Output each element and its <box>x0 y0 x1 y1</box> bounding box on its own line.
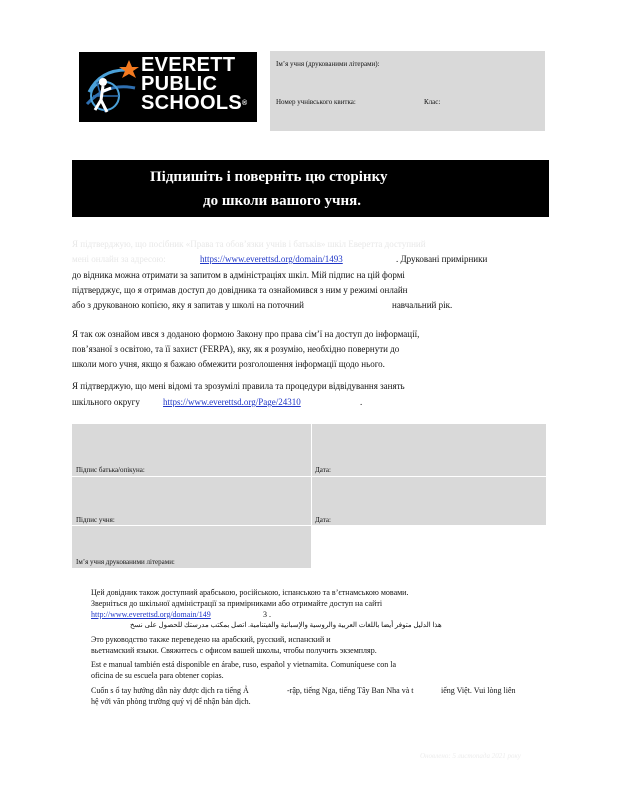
para2-line1: Я так ож ознайом ився з доданою формою Закону про права сім’ї на доступ до інформації, <box>72 329 420 339</box>
para1-line3: до відника можна отримати за запитом в адміністраціях шкіл. Мій підпис на цій формі <box>72 270 405 280</box>
student-info-box <box>270 51 545 131</box>
student-date-field[interactable]: Дата: <box>315 516 331 524</box>
title-banner <box>72 160 549 217</box>
uk-link[interactable]: http://www.everettsd.org/domain/149 <box>91 610 211 619</box>
note-vi-line1c: iếng Việt. Vui lòng liên <box>441 686 516 695</box>
note-es-line2: oficina de su escuela para obtener copias. <box>91 671 224 680</box>
student-number-label: Номер учнівського квитка: <box>276 98 356 106</box>
para2-line3: школи мого учня, якщо я бажаю обмежити розголошення інформації щодо нього. <box>72 359 385 369</box>
note-vi-line1a: Cuốn s ổ tay hướng dẫn này được dịch ra tiếng Ả <box>91 686 249 695</box>
uk-link-tail: 3 . <box>263 610 271 619</box>
para1-line4: підтверджує, що я отримав доступ до довідника та ознайомився з ним у режимі онлайн <box>72 285 408 295</box>
student-signature-field[interactable]: Підпис учня: <box>76 516 115 524</box>
para1-line5a: або з друкованою копією, яку я запитав у школі на поточний <box>72 300 304 310</box>
handbook-link[interactable]: https://www.everettsd.org/domain/1493 <box>200 254 343 264</box>
note-vi-line2: hệ với văn phòng trường quý vị để nhận bản dịch. <box>91 697 251 706</box>
parent-date-field[interactable]: Дата: <box>315 466 331 474</box>
banner-line1: Підпишіть і поверніть цю сторінку <box>150 169 388 185</box>
grade-label: Клас: <box>424 98 441 106</box>
student-name-label: Ім’я учня (друкованими літерами): <box>276 60 380 68</box>
footer-updated: Оновлено: 5 листопада 2021 року <box>420 752 521 760</box>
blank-cell <box>312 525 546 568</box>
para1-after-link: . Друковані примірники <box>396 254 488 264</box>
para1-line5b: навчальний рік. <box>392 300 453 310</box>
globe-star-icon <box>79 52 141 122</box>
note-uk-line1: Цей довідник також доступний арабською, російською, іспанською та в’єтнамською мовами. <box>91 588 409 597</box>
banner-line2: до школи вашого учня. <box>203 193 361 209</box>
note-ru-line1: Это руководство также переведено на арабский, русский, испанский и <box>91 635 331 644</box>
note-ru-line2: вьетнамский языки. Свяжитесь с офисом вашей школы, чтобы получить экземпляр. <box>91 646 377 655</box>
note-ar-line: هذا الدليل متوفر أيضا باللغات العربية والروسية والإسبانية والفيتنامية. اتصل بمكتب مدرستك للحصول على نسخ <box>130 621 442 629</box>
student-name-print-field[interactable]: Ім’я учня друкованими літерами: <box>76 558 175 566</box>
logo-wordmark: EVERETT PUBLIC SCHOOLS® <box>141 54 248 114</box>
note-es-line1: Est e manual también está disponible en árabe, ruso, español y vietnamita. Comuníquese con la <box>91 660 397 669</box>
para3-line2: шкільного округу <box>72 397 140 407</box>
attendance-link[interactable]: https://www.everettsd.org/Page/24310 <box>163 397 301 407</box>
para2-line2: пов’язаної з освітою, та її захист (FERPA), яку, як я розумію, необхідно повернути до <box>72 344 400 354</box>
parent-signature-field[interactable]: Підпис батька/опікуна: <box>76 466 145 474</box>
note-vi-line1b: -rập, tiếng Nga, tiếng Tây Ban Nha và t <box>287 686 414 695</box>
district-logo <box>79 52 257 122</box>
note-uk-line2: Зверніться до шкільної адміністрації за примірниками або отримайте доступ на сайті <box>91 599 383 608</box>
para1-faint-line2: мені онлайн за адресою: <box>72 254 166 264</box>
para3-after-link: . <box>360 397 363 407</box>
para1-faint-line1: Я підтверджую, що посібник «Права та обов’язки учнів і батьків» шкіл Еверетта доступний <box>72 239 426 249</box>
para3-line1: Я підтверджую, що мені відомі та зрозумілі правила та процедури відвідування занять <box>72 381 405 391</box>
